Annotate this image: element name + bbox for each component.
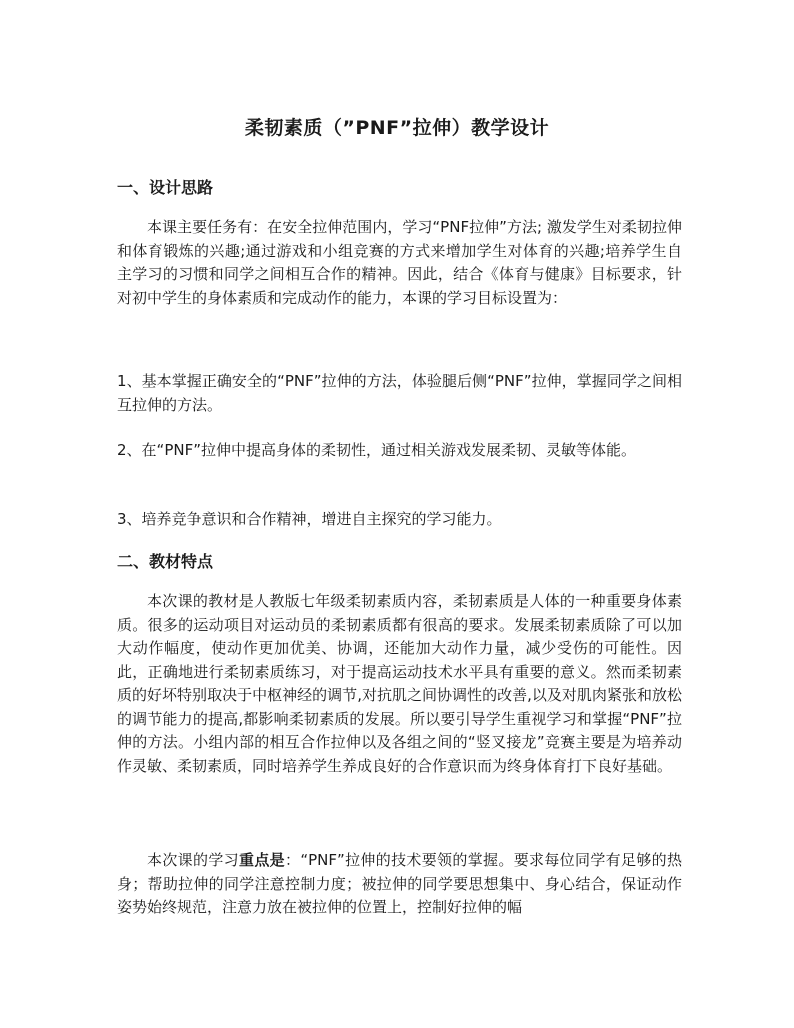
- section-heading-material-features: 二、教材特点: [117, 552, 214, 571]
- key-point-label: 重点是: [238, 851, 285, 869]
- section2-paragraph-2: [117, 849, 682, 920]
- learning-goal-2: 2、在“PNF”拉伸中提高身体的柔韧性，通过相关游戏发展柔韧、灵敏等体能。: [117, 441, 636, 459]
- learning-goal-3: 3、培养竞争意识和合作精神，增进自主探究的学习能力。: [117, 510, 502, 528]
- document-title: 柔韧素质（”PNF”拉伸）教学设计: [244, 117, 550, 139]
- section-heading-design-ideas: 一、设计思路: [117, 178, 214, 197]
- paragraph-prefix: 本次课的学习: [147, 851, 239, 869]
- section2-paragraph-1: 本次课的教材是人教版七年级柔韧素质内容，柔韧素质是人体的一种重要身体素质。很多的运动项目对运动员的柔韧素质都有很高的要求。发展柔韧素质除了可以加大动作幅度，使动作更加优美、协调，还能加大动作力量，减少受伤的可能性。因此，正确地进行柔韧素质练习，对于提高运动技术水平具有重要的意义。然而柔韧素质的好坏特别取决于中枢神经的调节,对抗肌之间协调性的改善,以及对肌肉紧张和放松的调节能力的提高,都影响柔韧素质的发展。所以要引导学生重视学习和掌握“PNF”拉伸的方法。小组内部的相互合作拉伸以及各组之间的“竖叉接龙”竞赛主要是为培养动作灵敏、柔韧素质，同时培养学生养成良好的合作意识而为终身体育打下良好基础。: [117, 592, 682, 775]
- section1-intro-paragraph: 本课主要任务有：在安全拉伸范围内，学习“PNF拉伸”方法; 激发学生对柔韧拉伸和体育锻炼的兴趣;通过游戏和小组竞赛的方式来增加学生对体育的兴趣;培养学生自主学习的习惯和同学之间相互合作的精神。因此，结合《体育与健康》目标要求，针对初中学生的身体素质和完成动作的能力，本课的学习目标设置为：: [117, 218, 682, 307]
- paragraph-body: ：“PNF”拉伸的技术要领的掌握。要求每位同学有足够的热身；帮助拉伸的同学注意控制力度；被拉伸的同学要思想集中、身心结合，保证动作姿势始终规范，注意力放在被拉伸的位置上，控制好拉伸的幅: [117, 851, 682, 916]
- learning-goal-1: 1、基本掌握正确安全的“PNF”拉伸的方法，体验腿后侧“PNF”拉伸，掌握同学之间相互拉伸的方法。: [117, 372, 682, 414]
